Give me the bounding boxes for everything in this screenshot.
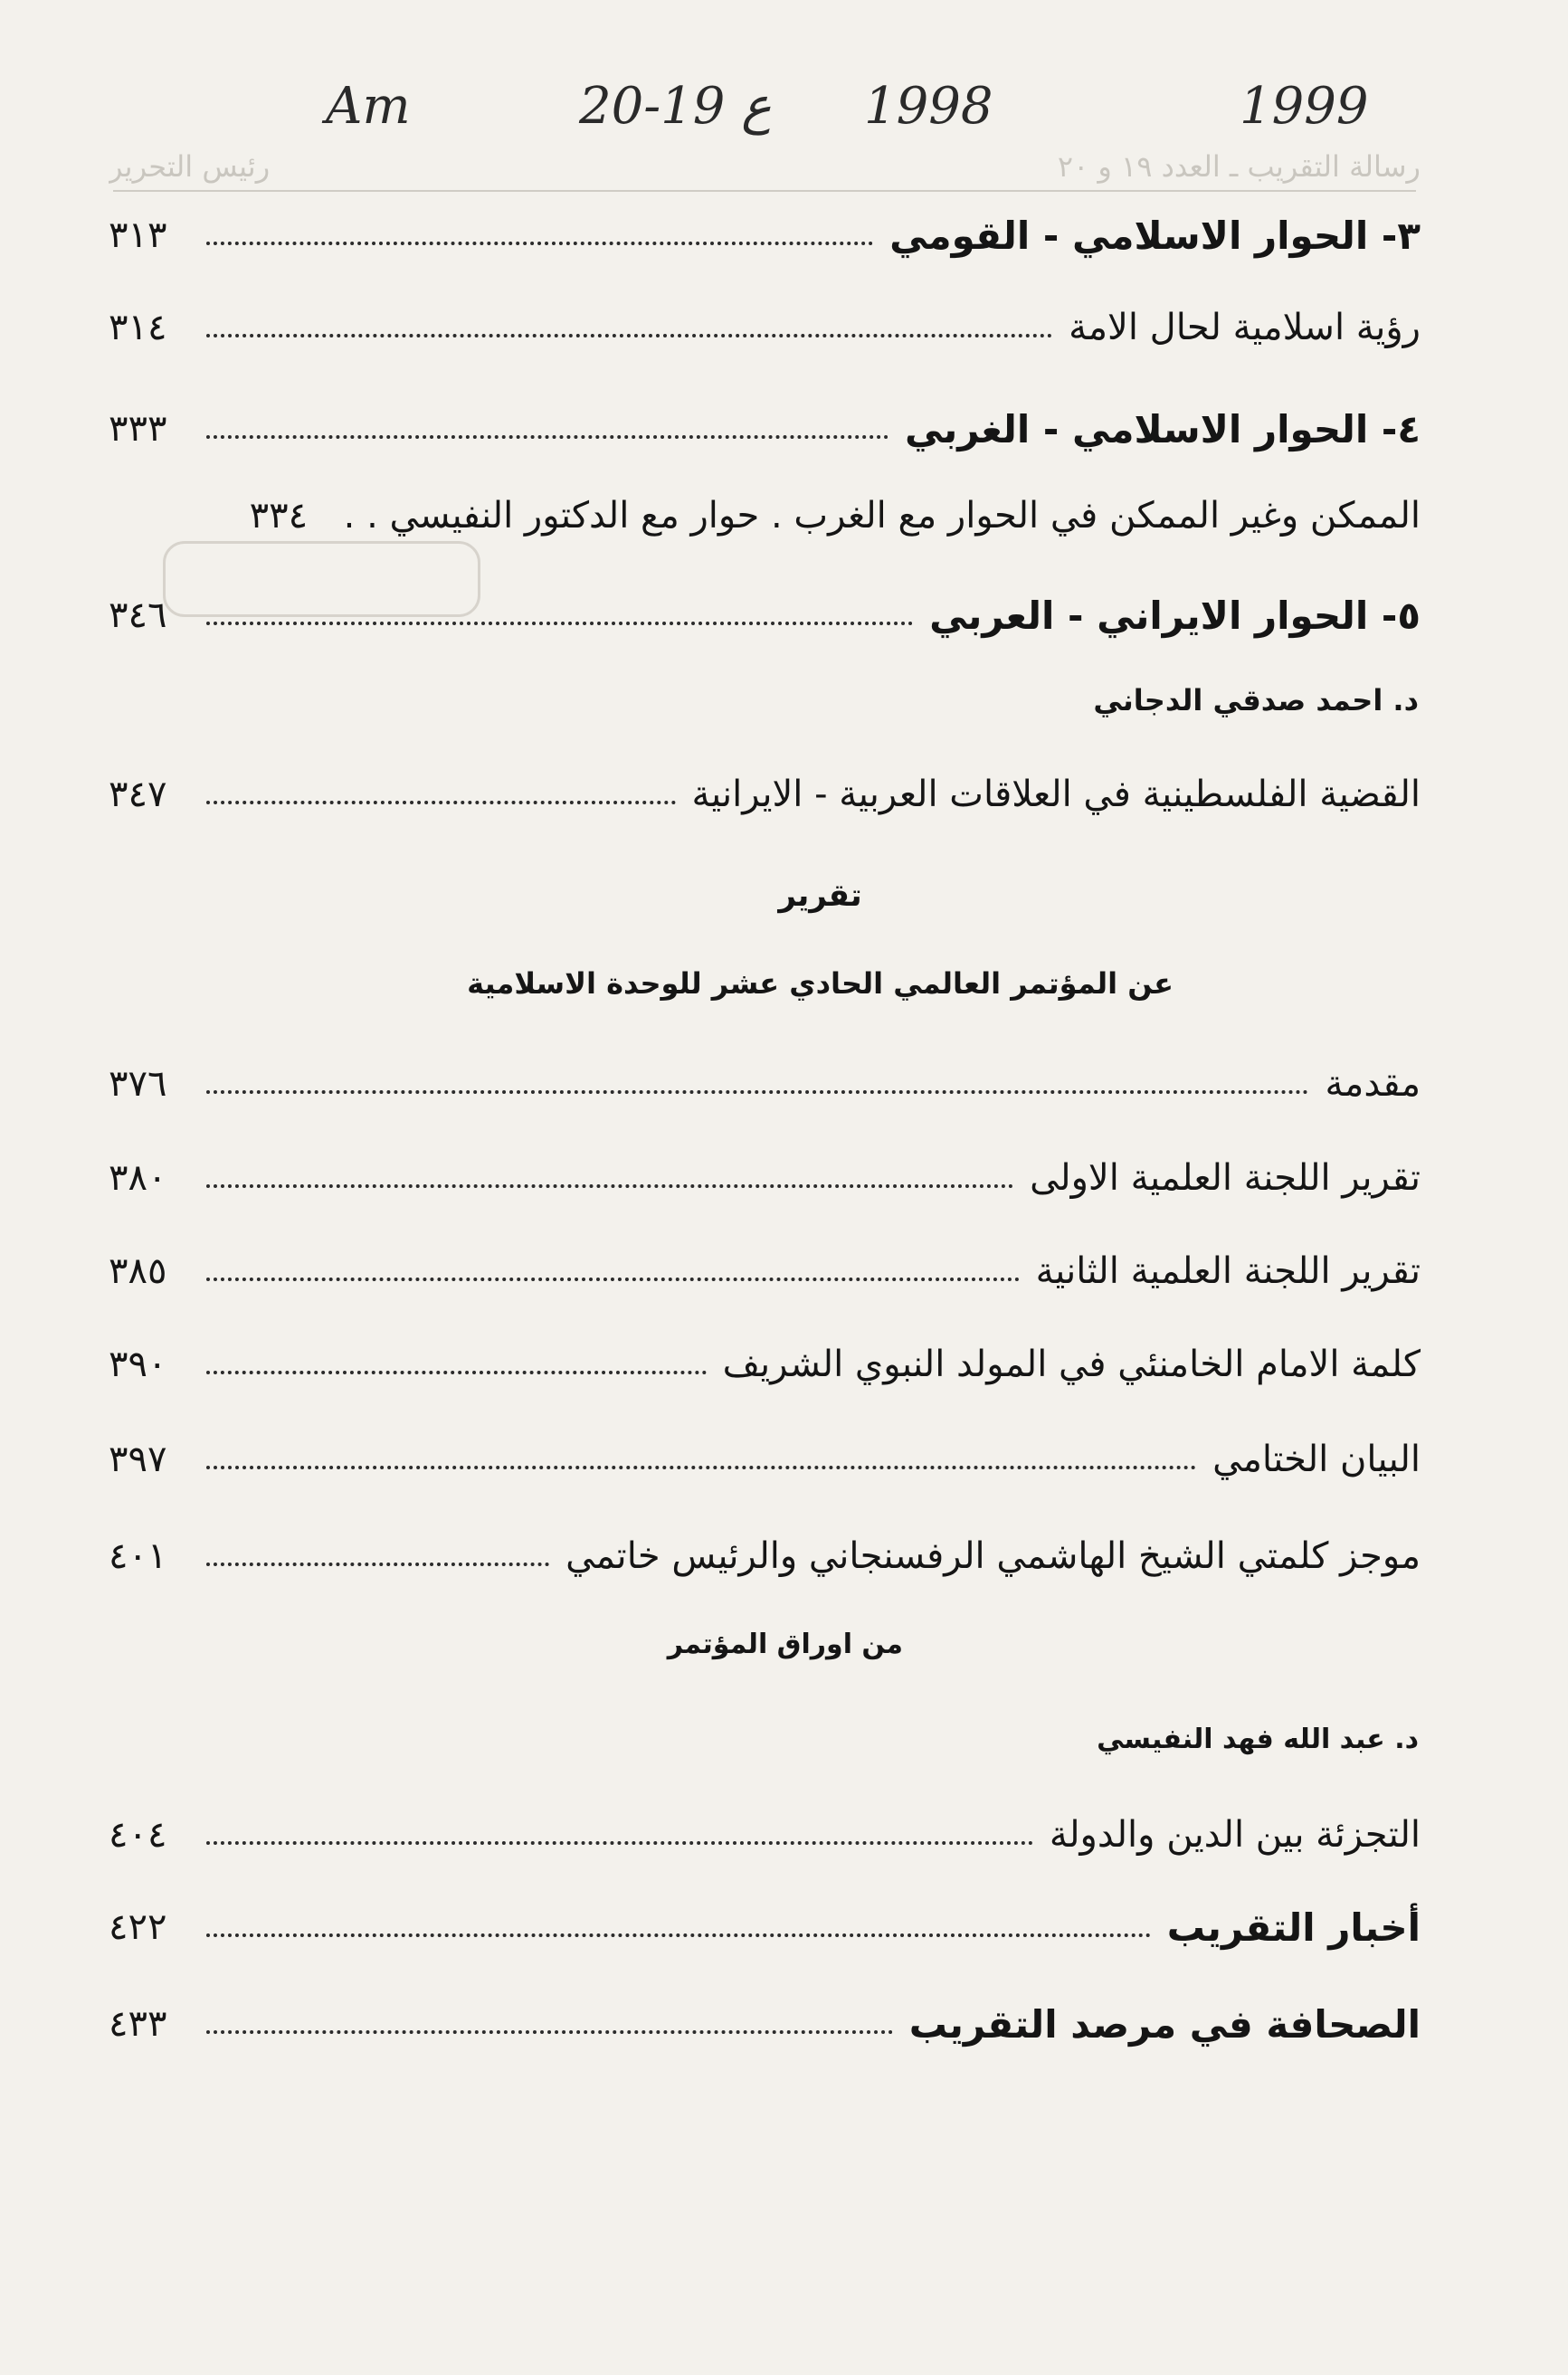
header-rule	[113, 190, 1416, 192]
leader-dots	[206, 801, 676, 804]
leader-dots	[206, 435, 889, 439]
toc-entry-page: ٤٣٣	[109, 2003, 167, 2045]
leader-dots	[206, 1184, 1013, 1188]
toc-entry-title: رؤية اسلامية لحال الامة	[1069, 307, 1421, 348]
toc-entry-page: ٣٧٦	[109, 1063, 167, 1105]
toc-entry-title: التجزئة بين الدين والدولة	[1049, 1814, 1421, 1856]
toc-entry-page: ٣٣٤	[249, 495, 309, 537]
running-header-journal: رسالة التقريب ـ العدد ١٩ و ٢٠	[1057, 149, 1421, 184]
toc-entry-page: ٤٢٢	[109, 1906, 167, 1948]
toc-entry-title: الصحافة في مرصد التقريب	[908, 2001, 1421, 2047]
handwritten-code: Am	[326, 77, 411, 136]
running-header	[109, 149, 1421, 184]
toc-entry-page: ٤٠٤	[109, 1814, 167, 1856]
section-heading: تقرير	[778, 878, 862, 914]
toc-entry-page: ٣١٣	[109, 214, 167, 256]
toc-entry[interactable]	[109, 1799, 1421, 1871]
toc-entry-page: ٣٨٠	[109, 1157, 167, 1199]
toc-entry-title: أخبار التقريب	[1166, 1905, 1421, 1950]
toc-entry-page: ٣٩٠	[109, 1344, 167, 1385]
toc-entry-title: الممكن وغير الممكن في الحوار مع الغرب . حوار مع الدكتور النفيسي . .	[343, 495, 1421, 537]
toc-entry-title: تقرير اللجنة العلمية الثانية	[1035, 1250, 1421, 1292]
toc-entry-title: تقرير اللجنة العلمية الاولى	[1030, 1157, 1421, 1199]
leader-dots	[206, 1278, 1020, 1281]
toc-entry[interactable]	[109, 579, 1421, 651]
toc-entry[interactable]	[109, 758, 1421, 831]
handwritten-year-b: 1999	[1240, 77, 1369, 136]
toc-entry-page: ٣٨٥	[109, 1250, 167, 1292]
handwritten-year-a: 1998	[864, 77, 993, 136]
author-name: د. عبد الله فهد النفيسي	[1097, 1724, 1419, 1755]
toc-entry-title: مقدمة	[1325, 1063, 1421, 1105]
leader-dots	[206, 334, 1052, 337]
toc-entry-page: ٣٣٣	[109, 408, 167, 450]
toc-entry[interactable]	[109, 1423, 1421, 1496]
toc-entry-title: ٣- الحوار الاسلامي - القومي	[889, 213, 1421, 258]
handwritten-issue: 20-19 ع	[579, 77, 772, 136]
toc-entry-title: كلمة الامام الخامنئي في المولد النبوي الشريف	[722, 1344, 1421, 1385]
toc-entry-title: القضية الفلسطينية في العلاقات العربية - الايرانية	[691, 774, 1421, 815]
toc-entry[interactable]	[109, 1235, 1421, 1307]
leader-dots	[206, 242, 873, 245]
toc-entry-page: ٣٤٦	[109, 594, 167, 636]
leader-dots	[206, 1371, 707, 1374]
toc-entry-page: ٣١٤	[109, 307, 167, 348]
toc-entry[interactable]	[109, 1048, 1421, 1120]
toc-entry-page: ٣٤٧	[109, 774, 167, 815]
toc-entry[interactable]	[109, 480, 1421, 552]
toc-entry[interactable]	[109, 1988, 1421, 2060]
running-header-editor: رئيس التحرير	[109, 149, 271, 184]
leader-dots	[206, 1466, 1196, 1469]
section-subheading: عن المؤتمر العالمي الحادي عشر للوحدة الاسلامية	[467, 966, 1174, 1001]
leader-dots	[206, 1563, 549, 1566]
toc-entry[interactable]	[109, 199, 1421, 271]
toc-entry[interactable]	[109, 291, 1421, 364]
author-name: د. احمد صدقي الدجاني	[1093, 683, 1419, 717]
toc-entry[interactable]	[109, 1142, 1421, 1214]
toc-entry-title: ٥- الحوار الايراني - العربي	[929, 593, 1421, 638]
leader-dots	[206, 2030, 893, 2034]
toc-entry[interactable]	[109, 1328, 1421, 1401]
leader-dots	[206, 1090, 1308, 1094]
toc-entry-page: ٤٠١	[109, 1535, 167, 1577]
leader-dots	[206, 622, 913, 625]
toc-entry[interactable]	[109, 1891, 1421, 1963]
toc-entry-title: موجز كلمتي الشيخ الهاشمي الرفسنجاني والرئيس خاتمي	[565, 1535, 1421, 1577]
toc-entry-title: ٤- الحوار الاسلامي - الغربي	[905, 406, 1421, 451]
toc-entry[interactable]	[109, 393, 1421, 465]
leader-dots	[206, 1933, 1151, 1937]
leader-dots	[206, 1841, 1033, 1845]
toc-entry[interactable]	[109, 1520, 1421, 1592]
toc-entry-page: ٣٩٧	[109, 1439, 167, 1480]
section-heading: من اوراق المؤتمر	[667, 1629, 903, 1660]
toc-entry-title: البيان الختامي	[1212, 1439, 1421, 1480]
